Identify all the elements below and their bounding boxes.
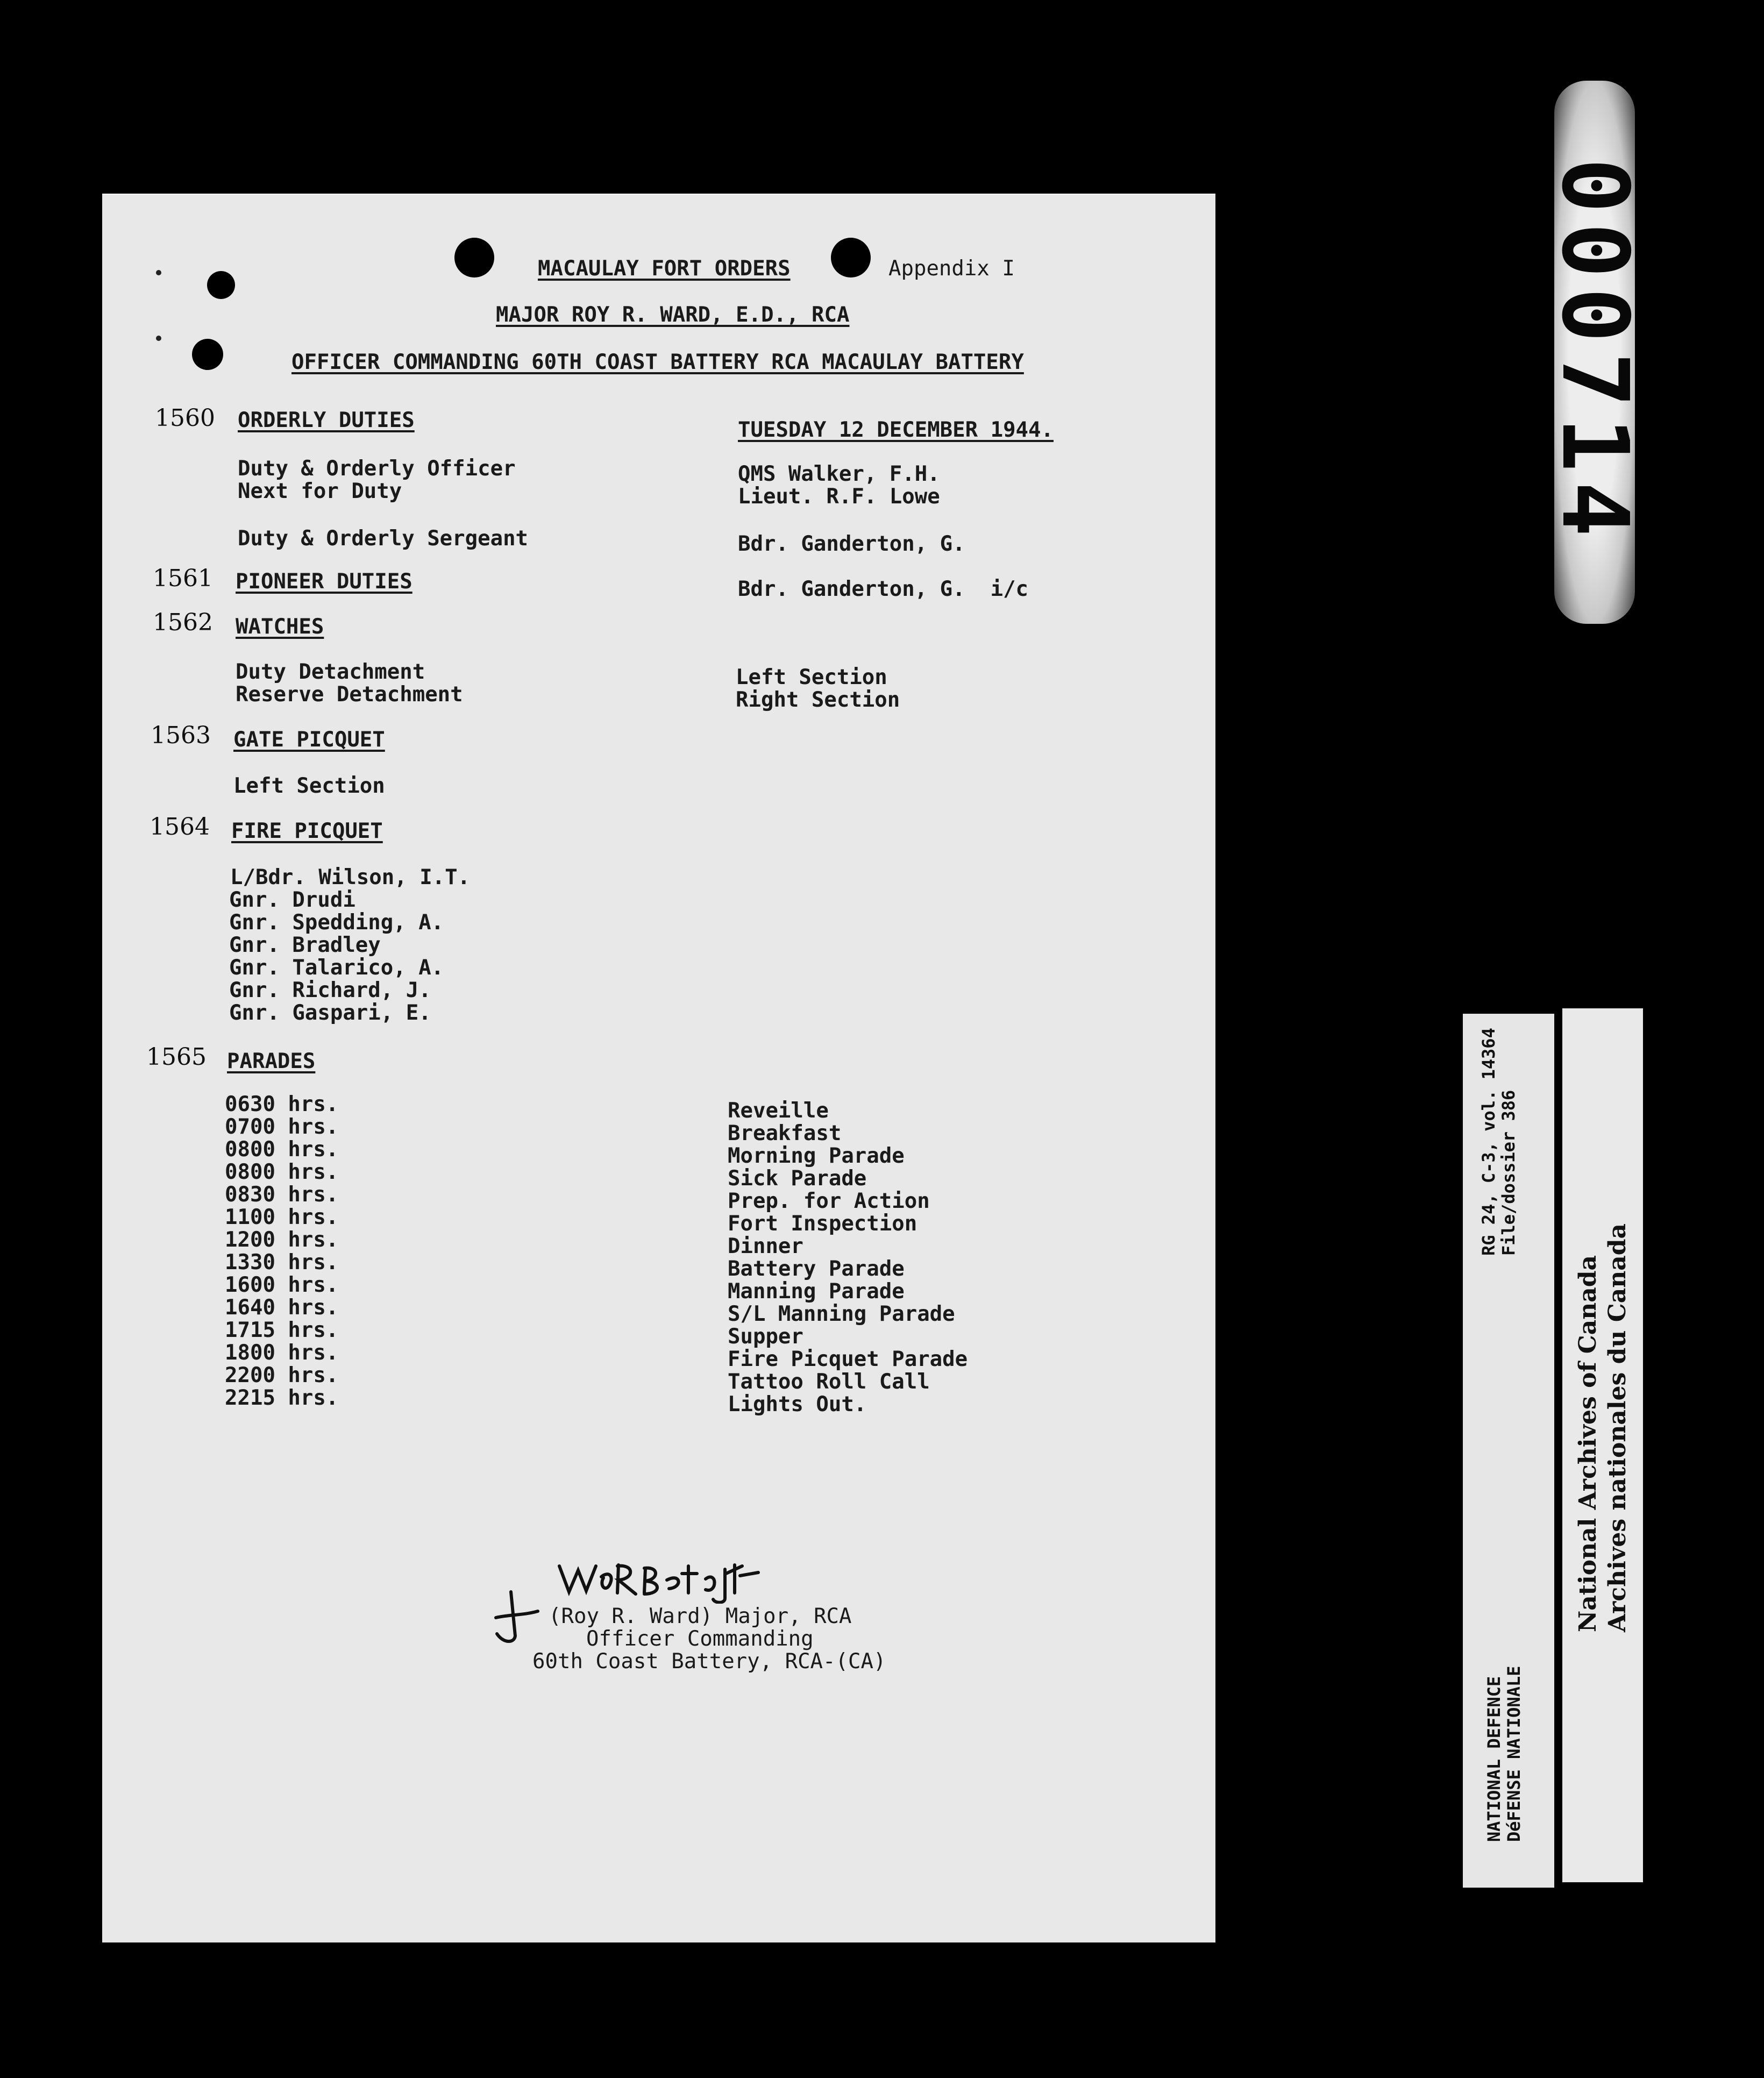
- signatory-name: (Roy R. Ward) Major, RCA: [549, 1604, 852, 1628]
- commander-line: MAJOR ROY R. WARD, E.D., RCA: [496, 303, 850, 327]
- section-heading: WATCHES: [236, 615, 324, 639]
- parade-time: 0630 hrs.: [225, 1092, 339, 1116]
- section-heading: PIONEER DUTIES: [236, 570, 412, 594]
- section-heading: ORDERLY DUTIES: [238, 408, 415, 432]
- watch-label: Reserve Detachment: [236, 682, 463, 707]
- punch-hole: [207, 271, 235, 299]
- parade-event: Fire Picquet Parade: [728, 1347, 968, 1371]
- parade-time: 1800 hrs.: [225, 1341, 339, 1365]
- order-number: 1562: [153, 609, 213, 636]
- watch-value: Left Section: [736, 665, 887, 689]
- parade-time: 1640 hrs.: [225, 1296, 339, 1320]
- parade-time: 1715 hrs.: [225, 1318, 339, 1342]
- parade-time: 2200 hrs.: [225, 1363, 339, 1387]
- parade-time: 1100 hrs.: [225, 1205, 339, 1229]
- duty-value: Bdr. Ganderton, G.: [738, 532, 965, 556]
- speck: [156, 336, 161, 341]
- frame-number-stamp: [1541, 81, 1648, 624]
- parade-event: Reveille: [728, 1099, 829, 1123]
- picquet-name: L/Bdr. Wilson, I.T.: [230, 865, 471, 889]
- archive-reference-label: [1463, 1014, 1554, 1888]
- parade-event: Sick Parade: [728, 1166, 867, 1191]
- appendix-label: Appendix I: [888, 257, 1015, 281]
- order-date: TUESDAY 12 DECEMBER 1944.: [738, 418, 1054, 442]
- parade-time: 1330 hrs.: [225, 1250, 339, 1275]
- order-number: 1563: [151, 722, 211, 749]
- archives-name-en: National Archives of Canada: [1574, 1255, 1602, 1632]
- reference-line: RG 24, C-3, vol. 14364: [1478, 1028, 1499, 1256]
- parade-time: 0700 hrs.: [225, 1115, 339, 1139]
- signature-initial-mark: [489, 1588, 543, 1647]
- parade-time: 1600 hrs.: [225, 1273, 339, 1297]
- picquet-name: Gnr. Bradley: [229, 933, 381, 957]
- order-title: MACAULAY FORT ORDERS: [538, 257, 791, 281]
- handwritten-signature: [554, 1550, 791, 1604]
- parade-event: Dinner: [728, 1234, 803, 1258]
- picquet-name: Gnr. Gaspari, E.: [229, 1001, 431, 1025]
- order-number: 1561: [153, 565, 213, 592]
- section-heading: PARADES: [227, 1049, 316, 1073]
- parade-event: Lights Out.: [728, 1392, 867, 1417]
- duty-value: Bdr. Ganderton, G. i/c: [738, 577, 1029, 601]
- parade-event: Breakfast: [728, 1121, 842, 1145]
- department-label: [1484, 1666, 1524, 1842]
- signatory-unit: 60th Coast Battery, RCA-(CA): [532, 1649, 886, 1674]
- frame-number: 000714: [1541, 158, 1648, 547]
- order-number: 1565: [146, 1043, 207, 1071]
- archive-reference: [1479, 1028, 1519, 1256]
- parade-time: 2215 hrs.: [225, 1386, 339, 1410]
- speck: [156, 270, 161, 275]
- parade-time: 0800 hrs.: [225, 1137, 339, 1162]
- parade-event: Supper: [728, 1325, 803, 1349]
- archives-name-fr: Archives nationales du Canada: [1604, 1223, 1631, 1632]
- picquet-value: Left Section: [233, 774, 385, 798]
- punch-hole: [831, 238, 871, 277]
- picquet-name: Gnr. Richard, J.: [229, 978, 431, 1002]
- picquet-name: Gnr. Spedding, A.: [229, 910, 444, 935]
- parade-time: 1200 hrs.: [225, 1228, 339, 1252]
- duty-label: Next for Duty: [238, 479, 402, 503]
- duty-value: Lieut. R.F. Lowe: [738, 485, 940, 509]
- duty-label: Duty & Orderly Sergeant: [238, 526, 529, 551]
- unit-line: OFFICER COMMANDING 60TH COAST BATTERY RCA MACAULAY BATTERY: [291, 350, 1024, 374]
- department-line: DéFENSE NATIONALE: [1503, 1666, 1524, 1842]
- picquet-name: Gnr. Talarico, A.: [229, 956, 444, 980]
- signatory-title: Officer Commanding: [586, 1627, 814, 1651]
- order-number: 1564: [150, 813, 210, 841]
- parade-event: Fort Inspection: [728, 1212, 917, 1236]
- parade-event: Battery Parade: [728, 1257, 905, 1281]
- watch-value: Right Section: [736, 688, 900, 712]
- parade-time: 0830 hrs.: [225, 1183, 339, 1207]
- parade-event: Morning Parade: [728, 1144, 905, 1168]
- order-number: 1560: [155, 404, 215, 432]
- archives-name: [1573, 1223, 1632, 1632]
- national-archives-label: [1562, 1008, 1643, 1882]
- punch-hole: [454, 238, 494, 277]
- parade-event: Manning Parade: [728, 1279, 905, 1304]
- parade-event: Prep. for Action: [728, 1189, 930, 1213]
- punch-hole: [192, 339, 223, 370]
- duty-label: Duty & Orderly Officer: [238, 457, 516, 481]
- parade-event: S/L Manning Parade: [728, 1302, 955, 1326]
- section-heading: GATE PICQUET: [233, 728, 385, 752]
- picquet-name: Gnr. Drudi: [229, 888, 355, 912]
- department-line: NATIONAL DEFENCE: [1484, 1676, 1504, 1842]
- section-heading: FIRE PICQUET: [231, 819, 383, 843]
- reference-line: File/dossier 386: [1498, 1090, 1519, 1256]
- parade-time: 0800 hrs.: [225, 1160, 339, 1184]
- watch-label: Duty Detachment: [236, 660, 425, 684]
- parade-event: Tattoo Roll Call: [728, 1370, 930, 1394]
- document-page: [102, 194, 1215, 1942]
- duty-value: QMS Walker, F.H.: [738, 462, 940, 486]
